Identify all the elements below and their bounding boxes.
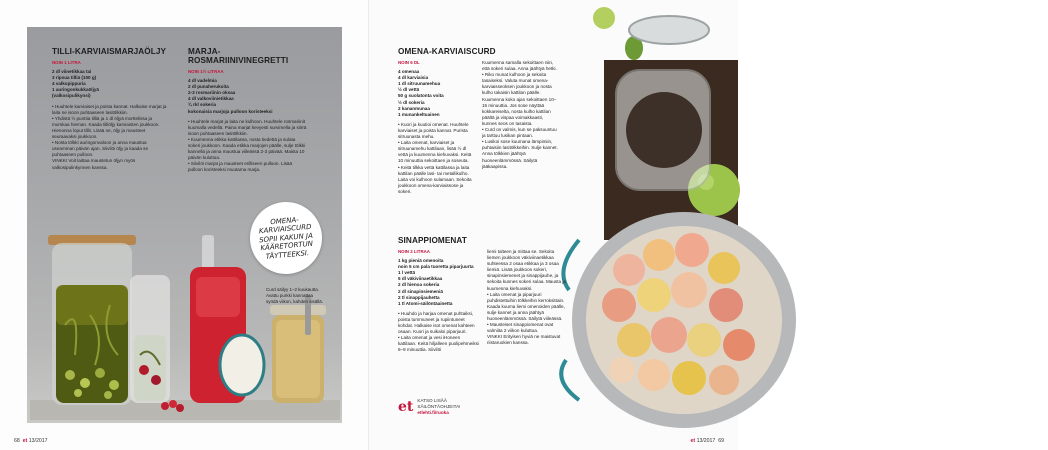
ingredient-list bbox=[188, 78, 308, 115]
instruction: • Yhdistä ½ punttia tilliä ja 1 dl öljyä morttelissa ja murskaa hieman. Kaada tilliöljy karviaisten joukkoon. Hienonna loput tillit. Lisää ne, öljy ja mausteet seuraavaksi joukkoon. bbox=[52, 115, 160, 140]
instruction: • Kuori ja kuutioi omenat. Huuhtele karviaiset ja poista kannat. Purista sitruunasta mehu. bbox=[398, 121, 469, 140]
ingredient-list bbox=[398, 69, 474, 118]
badge-text: OMENA-KARVIAISCURD SOPII KAKUN JA KÄÄRETORTUN TÄYTTEEKSI. bbox=[258, 215, 314, 261]
left-page bbox=[0, 0, 369, 450]
page-footer-right bbox=[690, 438, 724, 444]
instruction: • Keitä tilkka vettä kattilassa ja laita kattilan päälle lasi- tai metallikulho. Laita voi kulhoon sulamaan. Sekoita joukkoon omena-karviaissose ja sokeri. bbox=[398, 164, 472, 194]
promo-line: SÄILÖNTÄOHJEITA! bbox=[417, 403, 461, 409]
magazine-name: et bbox=[690, 438, 696, 444]
promo-block[interactable] bbox=[398, 398, 460, 415]
instruction: Kuumenna samalla sekoittaen niin, että sokeri sulaa. Anna jäähtyä hetki. bbox=[482, 60, 557, 72]
apple-jar-photo bbox=[574, 0, 738, 450]
ingredient: 4 omenaa bbox=[398, 69, 420, 75]
ingredient: 2 dl sinapinsiemeniä bbox=[398, 288, 443, 294]
ingredient: (valkosipulikynsi) bbox=[52, 93, 91, 99]
ingredient: 2-3 rosmariinin oksaa bbox=[188, 90, 236, 96]
ingredient: 1 dl sitruunamehua bbox=[398, 81, 441, 87]
recipe-mustard-apples bbox=[398, 236, 568, 354]
instruction: • Siivilöi marjat ja mausteet erilliseen pulloon. Lisää pulloon koristeeksi muutama marja. bbox=[188, 161, 292, 173]
ingredient: 4 dl valkoviinietikkaa bbox=[188, 96, 234, 102]
magazine-name: et bbox=[22, 438, 28, 444]
ingredient: ½ dl sokeria bbox=[398, 99, 425, 105]
promo-link[interactable]: etlehti.fi/ruoka bbox=[417, 409, 449, 415]
ingredient: 2 kananmunaa bbox=[398, 105, 430, 111]
ingredient: 50 g suolatonta voita bbox=[398, 93, 444, 99]
instruction: liemi talteen ja mittaa se. Sekoita liemen joukkoon väkiviinaetikkaa suhteessa 2 osaa etikkaa ja 3 osaa liemiä. Lisää joukkoon sokeri, sinapinsiemenet ja sinappijauhe, ja sekoita kunnes sokeri sulaa. Mausta ja kuumenna kiehuvaksi. bbox=[487, 249, 566, 291]
recipe-dill-gooseberry-oil bbox=[52, 47, 170, 171]
storage-note: Curd säilyy 1–2 kuukautta. Avattu purkki kannattaa syödä viikon, kahden sisällä. bbox=[266, 287, 324, 304]
instruction: • Mausteiset sinappiomenat ovat valmiita 2 viikon kuluttua. bbox=[487, 322, 554, 334]
right-page bbox=[369, 0, 1046, 450]
recipe-yield: NOIN 6 DL bbox=[398, 60, 420, 65]
tip: VINKKI Voit laittaa maustetun öljyn myös valkosipulinkynnen kanssa. bbox=[52, 158, 136, 170]
ingredient: 2 tl sinappijauhetta bbox=[398, 294, 440, 300]
ingredient: ½ dl vettä bbox=[398, 87, 420, 93]
recipe-title: SINAPPIOMENAT bbox=[398, 236, 467, 245]
page-number: 69 bbox=[718, 438, 724, 444]
recipe-yield: NOIN 2 LITRAA bbox=[398, 249, 430, 254]
ingredient: 1 tl Atomi-säilöntäainetta bbox=[398, 300, 453, 306]
issue-number: 13/2017 bbox=[28, 438, 48, 444]
ingredient: kokonaisia marjoja pulloon koristeeksi bbox=[188, 108, 273, 114]
promo-line: KATSO LISÄÄ bbox=[417, 398, 447, 403]
ingredient: ¾ rkl sokeria bbox=[188, 102, 217, 108]
issue-number: 13/2017 bbox=[696, 438, 716, 444]
ingredient-list bbox=[52, 69, 170, 99]
tip: VINKKI Erityisen hyviä ne maistuvat riistaruokien kanssa. bbox=[487, 334, 561, 346]
instruction: • Huuhtele marjat ja laita ne kulhoon. Huuhtele rosmariinit kuumalla vedellä. Paina marjat kevyesti survimella ja siirrä isoon puhtaaseen lasitölkkiin. bbox=[188, 118, 307, 136]
ingredient: 2 dl hienoa sokeria bbox=[398, 282, 440, 288]
ingredient: 2 dl viinetikkaa tai bbox=[52, 69, 92, 75]
instruction: • Laita omenat, karviaiset ja sitruunamehu kattilaan, lisää ½ dl vettä ja kuumenna kiehuvaksi. Keitä 10 minuuttia sekoittaen ja soseuta. bbox=[398, 140, 472, 164]
ingredient: 1 l vettä bbox=[398, 270, 416, 276]
recipe-yield: NOIN 1 LITRA bbox=[52, 60, 81, 65]
page-number: 68 bbox=[14, 438, 20, 444]
instruction: • Lusikoi sose kuumana lämpimiin, puhtaisiin lasitölkkeihin. Sulje kannet. Anna tölkkien jäähtyä huoneenlämmössä. Säilytä jääkaapissa. bbox=[482, 139, 558, 169]
instruction: • Huuhdo ja harjaa omenat puhtaiksi, poista tummuneet ja rupiintuneet kohdat. Halkaise isot omenat kahteen osaan. Kuori ja suikaloi piparjuuri. bbox=[398, 310, 475, 335]
instruction: • Huuhtele karviaiset ja poista kannat. Halkaise marjat ja laita ne isoon puhtaaseen lasitölkkiin. bbox=[52, 103, 167, 115]
ingredient: noin 5 cm pala tuoretta piparjuurta bbox=[398, 264, 474, 270]
ingredient: 1 kg pieniä omenoita bbox=[398, 258, 444, 264]
magazine-logo: et bbox=[398, 398, 414, 415]
instruction: • Laita omenat ja piparjuuri puhdistettuihin tölkkeihin kerroksittain. Kaada kuuma liemi omenoiden päälle, sulje kannet ja anna jäähtyä huoneenlämmössä. Säilytä viileässä. bbox=[487, 291, 565, 322]
jar-label: Tarjoile sinappiomenat liha- ja kalaruokien tai kasvisruokien lisukkeena. bbox=[1002, 116, 1046, 138]
ingredient: 1 munankeltuainen bbox=[398, 111, 440, 117]
ingredient: 4 dl vadelmia bbox=[188, 78, 217, 84]
page-footer-left bbox=[14, 438, 48, 444]
ingredient: 1 auringonkukkaöljyä bbox=[52, 87, 99, 93]
recipe-title: MARJA-ROSMARIINIVINEGRETTI bbox=[188, 47, 289, 65]
recipe-title: OMENA-KARVIAISCURD bbox=[398, 47, 496, 56]
ingredient: 5 dl väkiviinaetikkaa bbox=[398, 276, 443, 282]
recipe-apple-gooseberry-curd bbox=[398, 47, 558, 195]
instruction: • Riko munat kulhoon ja sekoita tasaiseksi. Valuta munat omena-karviaisseoksen joukkoon ja nosta kulho takaisin kattilan päälle. Kuumenna koko ajan sekoittaen 10–15 minuuttia. Jos sose näyttää kokkareiselta, nosta kulho kattilan päältä ja vispaa voimakkaasti, kunnes seos on tasaista. bbox=[482, 72, 557, 126]
recipe-title: TILLI-KARVIAISMARJAÖLJY bbox=[52, 47, 167, 56]
recipe-yield: NOIN 1½ LITRAA bbox=[188, 69, 224, 74]
promo-text bbox=[417, 398, 460, 415]
instruction: • Curd on valmis, kun se paksuuntuu ja tarttuu lusikan pintaan. bbox=[482, 127, 557, 139]
ingredient: 2 dl punaherukoita bbox=[188, 84, 229, 90]
instruction: • Nosta tölkki auringonvaloon ja anna maustua useamman päivän ajan. Siivilöi öljy ja kaada se puhtaaseen pulloon. bbox=[52, 140, 149, 158]
ingredient: 3 ripsua tilliä (100 g) bbox=[52, 75, 97, 81]
instruction: • Kuumenna etikka kattilassa, nosta tiedettä ja sulata sokeri joukkoon. Kaada etikka marjojen päälle, sulje tölkki kannella ja anna maustua viileässä 2-3 päivää. Maista 10 päivän kuluttua. bbox=[188, 136, 306, 161]
ingredient-list bbox=[398, 258, 479, 307]
recipe-berry-rosemary-vinegar bbox=[188, 47, 308, 174]
ingredient: 4 dl karviaisia bbox=[398, 75, 429, 81]
ingredient: 4 valkopippuria bbox=[52, 81, 86, 87]
instruction: • Laita omenat ja vesi iHoneen kattilaan. Keitä hiljalleen puolipehmeiksi 5–8 minuuttia. Siivilöi bbox=[398, 335, 479, 353]
